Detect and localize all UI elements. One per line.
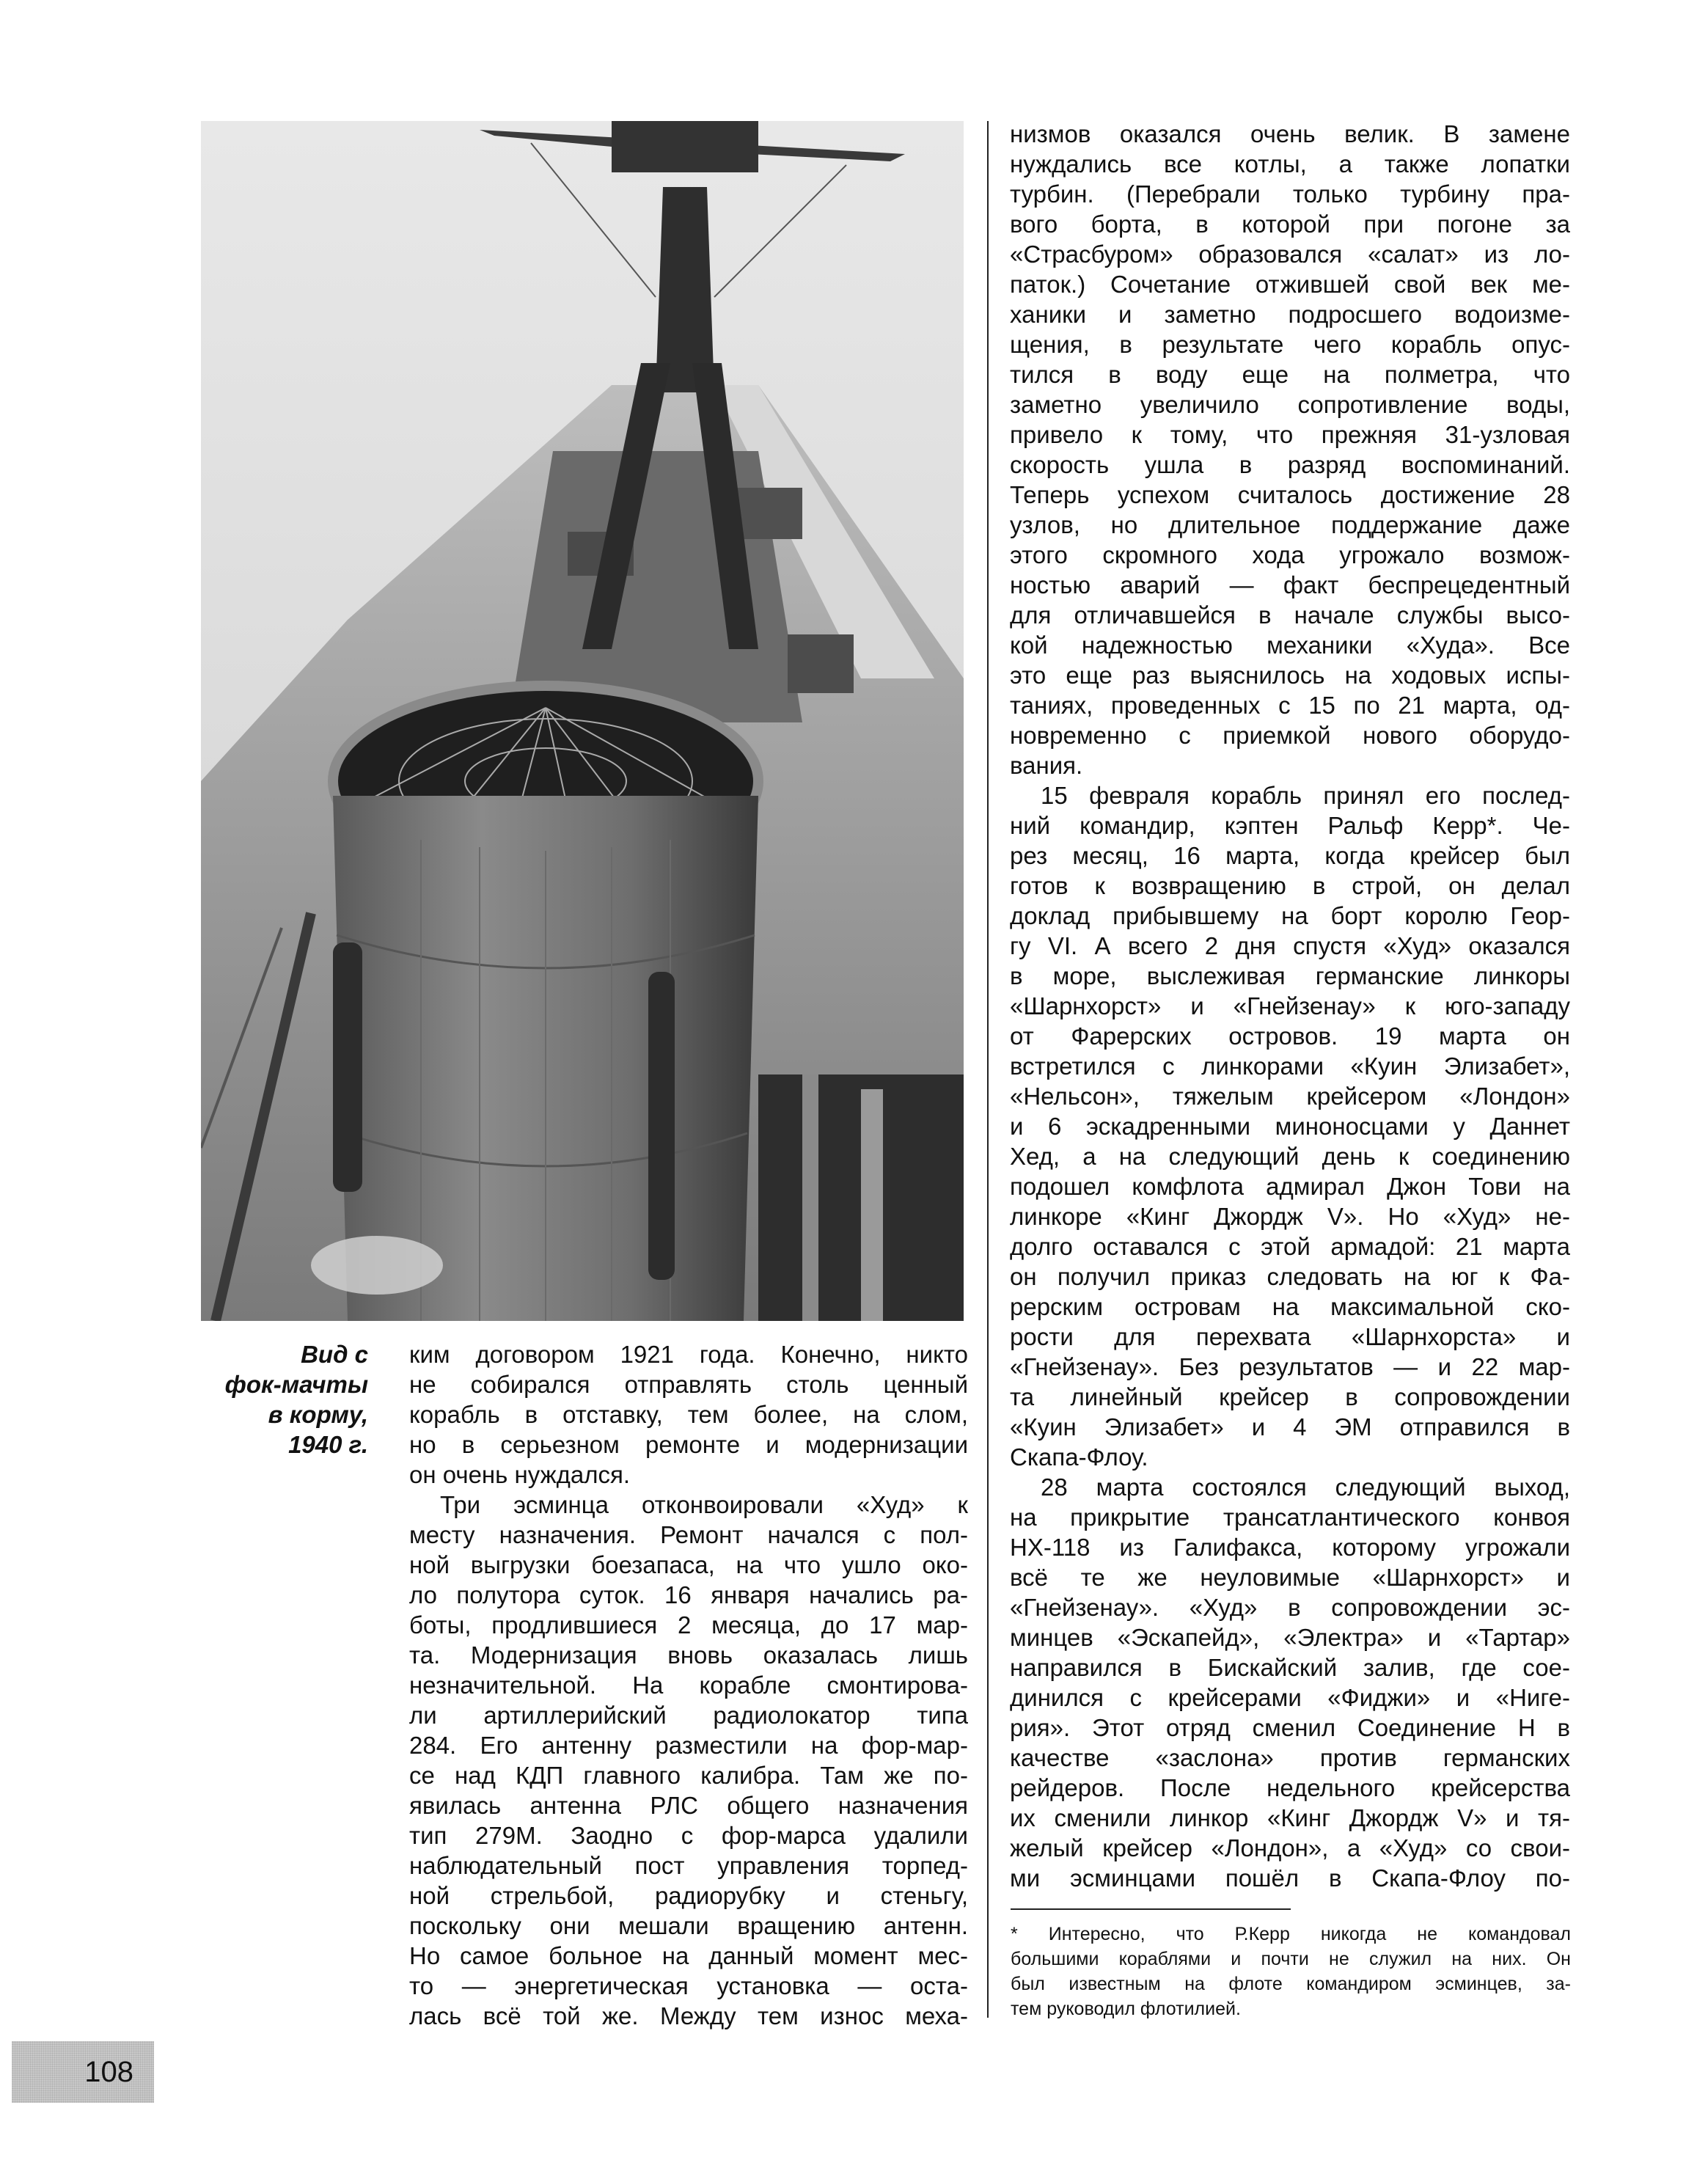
footnote-line: * Интересно, что Р.Керр никогда не командовал bbox=[1011, 1924, 1571, 1944]
text-line: нуждались все котлы, а также лопатки bbox=[1010, 150, 1570, 177]
text-line: Хед, а на следующий день к соединению bbox=[1010, 1143, 1570, 1170]
text-line: ной стрельбой, радиорубку и стеньгу, bbox=[409, 1882, 968, 1909]
text-line: этого скромного хода угрожало возмож- bbox=[1010, 541, 1570, 568]
text-line: месту назначения. Ремонт начался с пол- bbox=[409, 1521, 968, 1548]
text-line: для отличавшейся в начале службы высо- bbox=[1010, 601, 1570, 629]
text-line: на прикрытие трансатлантического конвоя bbox=[1010, 1504, 1570, 1531]
text-line: та линейный крейсер в сопровождении bbox=[1010, 1383, 1570, 1410]
text-line: готов к возвращению в строй, он делал bbox=[1010, 872, 1570, 899]
text-line: ло полутора суток. 16 января начались ра- bbox=[409, 1581, 968, 1608]
text-line: рия». Этот отряд сменил Соединение Н в bbox=[1010, 1714, 1570, 1741]
text-line: се над КДП главного калибра. Там же по- bbox=[409, 1762, 968, 1789]
text-line: ний командир, кэптен Ральф Керр*. Че- bbox=[1010, 812, 1570, 839]
text-line: Три эсминца отконвоировали «Худ» к bbox=[440, 1491, 968, 1518]
text-line: 28 марта состоялся следующий выход, bbox=[1041, 1473, 1570, 1501]
text-line: и 6 эскадренными миноносцами у Даннет bbox=[1010, 1113, 1570, 1140]
text-line: динился с крейсерами «Фиджи» и «Ниге- bbox=[1010, 1684, 1570, 1711]
text-line: корабль в отставку, тем более, на слом, bbox=[409, 1401, 968, 1428]
text-line: от Фарерских островов. 19 марта он bbox=[1010, 1022, 1570, 1050]
text-line: качестве «заслона» против германских bbox=[1010, 1744, 1570, 1771]
text-line: рерским островам на максимальной ско- bbox=[1010, 1293, 1570, 1320]
caption-line: Вид с bbox=[301, 1341, 368, 1368]
text-line: та. Модернизация вновь оказалась лишь bbox=[409, 1641, 968, 1669]
text-line: желый крейсер «Лондон», а «Худ» со свои- bbox=[1010, 1834, 1570, 1861]
text-line: «Страсбуром» образовался «салат» из ло- bbox=[1010, 241, 1570, 268]
text-line: 284. Его антенну разместили на фор-мар- bbox=[409, 1732, 968, 1759]
page-number: 108 bbox=[84, 2056, 133, 2088]
text-line: узлов, но длительное поддержание даже bbox=[1010, 511, 1570, 538]
text-line: в море, выслеживая германские линкоры bbox=[1010, 962, 1570, 989]
text-line: лась всё той же. Между тем износ меха- bbox=[409, 2002, 968, 2029]
text-line: рейдеров. После недельного крейсерства bbox=[1010, 1774, 1570, 1801]
text-line: гу VI. А всего 2 дня спустя «Худ» оказался bbox=[1010, 932, 1570, 959]
text-line: их сменили линкор «Кинг Джордж V» и тя- bbox=[1010, 1804, 1570, 1831]
text-line: всё те же неуловимые «Шарнхорст» и bbox=[1010, 1564, 1570, 1591]
text-line: «Куин Элизабет» и 4 ЭМ отправился в bbox=[1010, 1413, 1570, 1440]
text-line: турбин. (Перебрали только турбину пра- bbox=[1010, 180, 1570, 208]
caption-line: фок-мачты bbox=[224, 1371, 368, 1398]
photo-image bbox=[201, 121, 964, 1321]
text-line: ной выгрузки боезапаса, на что ушло око- bbox=[409, 1551, 968, 1578]
text-line: доклад прибывшему на борт королю Геор- bbox=[1010, 902, 1570, 929]
footnote-rule bbox=[1011, 1908, 1291, 1910]
text-line: «Шарнхорст» и «Гнейзенау» к юго-западу bbox=[1010, 992, 1570, 1019]
text-line: минцев «Эскапейд», «Электра» и «Тартар» bbox=[1010, 1624, 1570, 1651]
page-number-box bbox=[12, 2041, 154, 2103]
text-line: незначительной. На корабле смонтирова- bbox=[409, 1672, 968, 1699]
text-line: 15 февраля корабль принял его послед- bbox=[1041, 782, 1570, 809]
text-line: скорость ушла в разряд воспоминаний. bbox=[1010, 451, 1570, 478]
caption-line: в корму, bbox=[268, 1401, 368, 1428]
text-line: подошел комфлота адмирал Джон Тови на bbox=[1010, 1173, 1570, 1200]
text-line: «Гнейзенау». «Худ» в сопровождении эс- bbox=[1010, 1594, 1570, 1621]
text-line: направился в Бискайский залив, где сое- bbox=[1010, 1654, 1570, 1681]
text-line: вания. bbox=[1010, 752, 1083, 779]
text-line: линкоре «Кинг Джордж V». Но «Худ» не- bbox=[1010, 1203, 1570, 1230]
text-line: встретился с линкорами «Куин Элизабет», bbox=[1010, 1052, 1570, 1080]
footnote-line: тем руководил флотилией. bbox=[1011, 1999, 1241, 2019]
text-line: тился в воду еще на полметра, что bbox=[1010, 361, 1570, 388]
text-line: он очень нуждался. bbox=[409, 1461, 631, 1488]
text-line: но в серьезном ремонте и модернизации bbox=[409, 1431, 968, 1458]
text-line: наблюдательный пост управления торпед- bbox=[409, 1852, 968, 1879]
text-line: «Нельсон», тяжелым крейсером «Лондон» bbox=[1010, 1083, 1570, 1110]
text-line: НХ-118 из Галифакса, которому угрожали bbox=[1010, 1534, 1570, 1561]
text-line: ким договором 1921 года. Конечно, никто bbox=[409, 1341, 968, 1368]
text-line: привело к тому, что прежняя 31-узловая bbox=[1010, 421, 1570, 448]
footnote bbox=[1011, 1922, 1571, 2021]
text-line: ми эсминцами пошёл в Скапа-Флоу по- bbox=[1010, 1864, 1570, 1892]
text-line: тип 279М. Заодно с фор-марса удалили bbox=[409, 1822, 968, 1849]
text-line: ли артиллерийский радиолокатор типа bbox=[409, 1702, 968, 1729]
text-line: боты, продлившиеся 2 месяца, до 17 мар- bbox=[409, 1611, 968, 1639]
text-line: то — энергетическая установка — оста- bbox=[409, 1972, 968, 1999]
text-line: ханики и заметно подросшего водоизме- bbox=[1010, 301, 1570, 328]
text-line: Скапа-Флоу. bbox=[1010, 1443, 1148, 1471]
text-line: Теперь успехом считалось достижение 28 bbox=[1010, 481, 1570, 508]
footnote-line: был известным на флоте командиром эсминцев, за- bbox=[1011, 1974, 1571, 1994]
text-line: щения, в результате чего корабль опус- bbox=[1010, 331, 1570, 358]
text-line: паток.) Сочетание отжившей свой век ме- bbox=[1010, 271, 1570, 298]
text-line: долго оставался с этой армадой: 21 марта bbox=[1010, 1233, 1570, 1260]
text-line: поскольку они мешали вращению антенн. bbox=[409, 1912, 968, 1939]
footnote-line: большими кораблями и почти не служил на них. Он bbox=[1011, 1949, 1571, 1969]
column-divider bbox=[987, 121, 989, 2018]
text-line: таниях, проведенных с 15 по 21 марта, од- bbox=[1010, 692, 1570, 719]
text-line: Но самое больное на данный момент мес- bbox=[409, 1942, 968, 1969]
text-line: вого борта, в которой при погоне за bbox=[1010, 210, 1570, 238]
text-line: кой надежностью механики «Худа». Все bbox=[1010, 631, 1570, 659]
text-line: рез месяц, 16 марта, когда крейсер был bbox=[1010, 842, 1570, 869]
photo-caption bbox=[213, 1339, 368, 1460]
text-line: низмов оказался очень велик. В замене bbox=[1010, 120, 1570, 147]
text-line: это еще раз выяснилось на ходовых испы- bbox=[1010, 662, 1570, 689]
caption-line: 1940 г. bbox=[288, 1431, 368, 1458]
ship-photo bbox=[201, 121, 964, 1321]
text-line: он получил приказ следовать на юг к Фа- bbox=[1010, 1263, 1570, 1290]
text-line: заметно увеличило сопротивление воды, bbox=[1010, 391, 1570, 418]
right-text-column bbox=[1010, 119, 1570, 1893]
text-line: рости для перехвата «Шарнхорста» и bbox=[1010, 1323, 1570, 1350]
text-line: новременно с приемкой нового оборудо- bbox=[1010, 722, 1570, 749]
text-line: не собирался отправлять столь ценный bbox=[409, 1371, 968, 1398]
text-line: «Гнейзенау». Без результатов — и 22 мар- bbox=[1010, 1353, 1570, 1380]
left-text-column bbox=[409, 1339, 968, 2031]
text-line: явилась антенна РЛС общего назначения bbox=[409, 1792, 968, 1819]
text-line: ностью аварий — факт беспрецедентный bbox=[1010, 571, 1570, 598]
